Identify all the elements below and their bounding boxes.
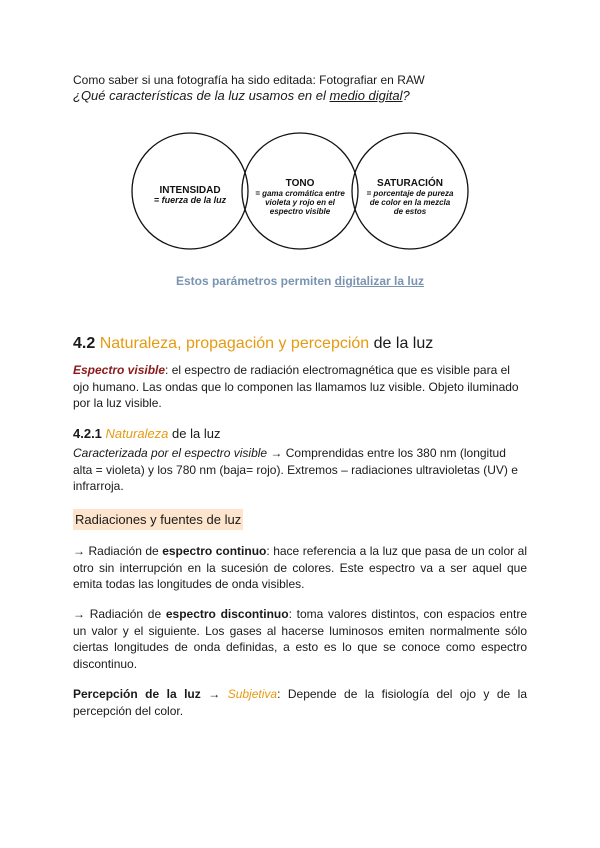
intro-line: Como saber si una fotografía ha sido editada: Fotografiar en RAW [73,73,425,87]
espectro-continuo-paragraph: → Radiación de espectro continuo: hace referencia a la luz que pasa de un color al otro sin interrupción en la sucesión de colores. Este espectro va a ser aquel que emita todas las longitudes de onda visibles. [73,544,527,591]
tono-label: TONO = gama cromática entre violeta y rojo en el espectro visible [255,178,345,216]
light-parameters-diagram [120,122,480,312]
espectro-visible-paragraph: Espectro visible: el espectro de radiación electromagnética que es visible para el ojo humano. Las ondas que lo componen las llamamos luz visible. Objeto iluminado por la luz visible. [73,363,519,410]
caracterizada-paragraph: Caracterizada por el espectro visible → Comprendidas entre los 380 nm (longitud alta = violeta) y los 780 nm (baja= rojo). Extremos – radiaciones ultravioletas (UV) e infrarroja. [73,446,518,493]
diagram-caption: Estos parámetros permiten digitalizar la luz [175,274,425,288]
espectro-discontinuo-paragraph: → Radiación de espectro discontinuo: toma valores distintos, con espacios entre un valor y el siguiente. Los gases al hacerse luminosos emiten normalmente sólo ciertas longitudes de onda definidas, a esto es lo que se conoce como espectro discontinuo. [73,607,527,671]
percepcion-paragraph: Percepción de la luz → Subjetiva: Depende de la fisiología del ojo y de la percepción del color. [73,687,527,718]
question-line: ¿Qué características de la luz usamos en el medio digital? [73,88,410,103]
section-heading: 4.2 Naturaleza, propagación y percepción de la luz [73,335,434,352]
espectro-visible-term: Espectro visible [73,363,166,377]
intensidad-label: INTENSIDAD = fuerza de la luz [153,185,227,205]
saturacion-label: SATURACIÓN = porcentaje de pureza de color en la mezcla de estos [366,178,454,216]
radiaciones-heading: Radiaciones y fuentes de luz [73,512,243,528]
digitalizar-link[interactable]: digitalizar la luz [334,274,425,288]
medio-digital-link[interactable]: medio digital [329,88,403,103]
subsection-heading: 4.2.1 Naturaleza de la luz [73,426,221,441]
